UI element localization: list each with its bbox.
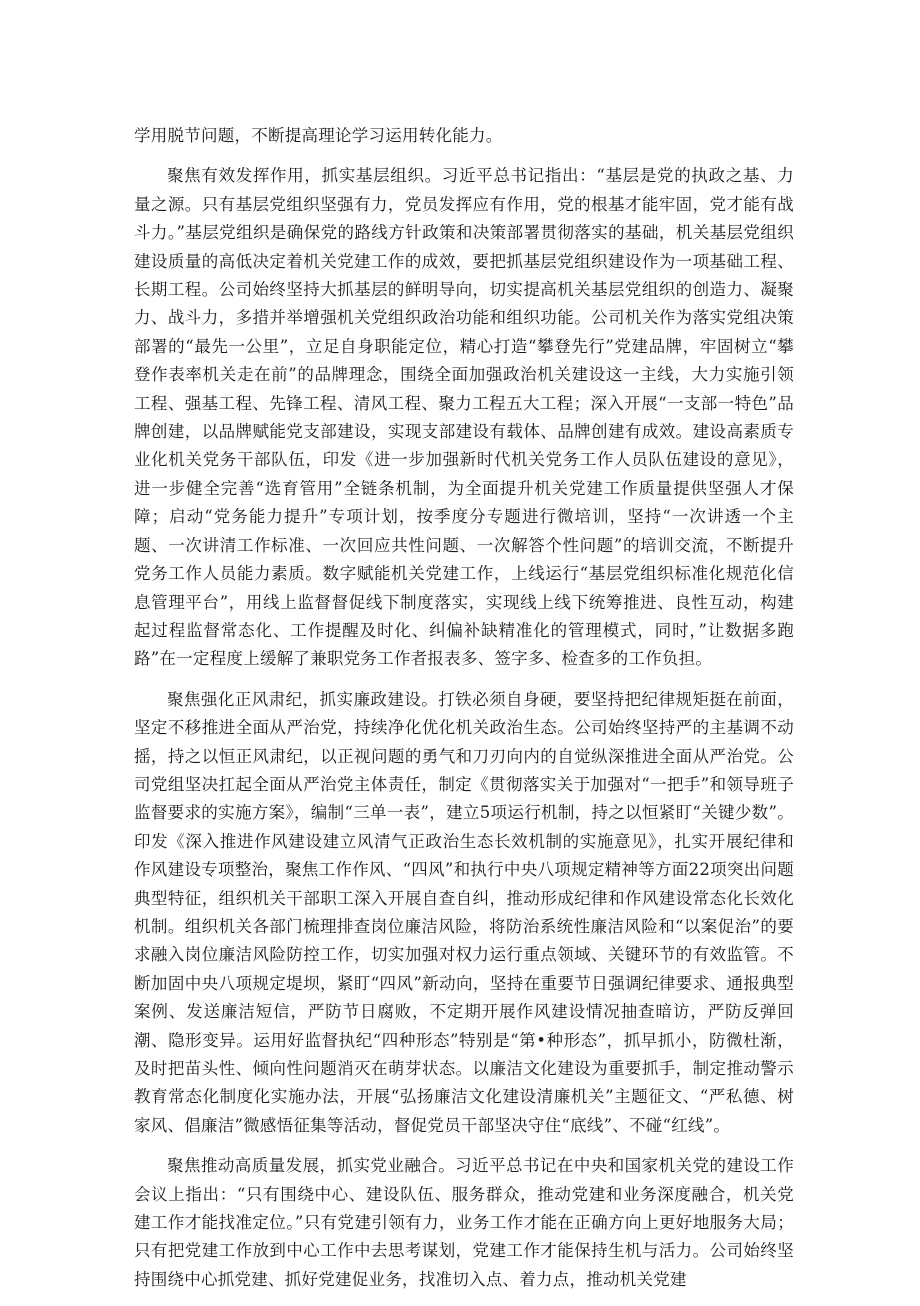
paragraph-party-business-integration: 聚焦推动高质量发展，抓实党业融合。习近平总书记在中央和国家机关党的建设工作会议上指出：“只有围绕中心、建设队伍、服务群众，推动党建和业务深度融合，机关党建工作才能找准定位。”只有党建引领有力，业务工作才能在正确方向上更好地服务大局；只有把党建工作放到中心工作中去思考谋划，党建工作才能保持生机与活力。公司始终坚持围绕中心抓党建、抓好党建促业务，找准切入点、着力点，推动机关党建	[134, 1156, 794, 1289]
paragraph-clean-governance: 聚焦强化正风肃纪，抓实廉政建设。打铁必须自身硬，要坚持把纪律规矩挺在前面，坚定不移推进全面从严治党，持续净化优化机关政治生态。公司始终坚持严的主基调不动摇，持之以恒正风肃纪，以正视问题的勇气和刀刃向内的自觉纵深推进全面从严治党。公司党组坚决扛起全面从严治党主体责任，制定《贯彻落实关于加强对“一把手”和领导班子监督要求的实施方案》，编制“三单一表”，建立5项运行机制，持之以恒紧盯“关键少数”。印发《深入推进作风建设建立风清气正政治生态长效机制的实施意见》，扎实开展纪律和作风建设专项整治，聚焦工作作风、“四风”和执行中央八项规定精神等方面22项突出问题典型特征，组织机关干部职工深入开展自查自纠，推动形成纪律和作风建设常态化长效化机制。组织机关各部门梳理排查岗位廉洁风险，将防治系统性廉洁风险和“以案促治”的要求融入岗位廉洁风险防控工作，切实加强对权力运行重点领域、关键环节的有效监管。不断加固中央八项规定堤坝，紧盯“四风”新动向，坚持在重要节日强调纪律要求、通报典型案例、发送廉洁短信，严防节日腐败，不定期开展作风建设情况抽查暗访，严防反弹回潮、隐形变异。运用好监督执纪“四种形态”特别是“第•种形态”，抓早抓小，防微杜渐，及时把苗头性、倾向性问题消灭在萌芽状态。以廉洁文化建设为重要抓手，制定推动警示教育常态化制度化实施办法，开展“弘扬廉洁文化建设清廉机关”主题征文、“严私德、树家风、倡廉洁”微感悟征集等活动，督促党员干部坚决守住“底线”、不碰“红线”。	[134, 689, 794, 1135]
paragraph-grassroots-organization: 聚焦有效发挥作用，抓实基层组织。习近平总书记指出：“基层是党的执政之基、力量之源。只有基层党组织坚强有力，党员发挥应有作用，党的根基才能牢固，党才能有战斗力。”基层党组织是确保党的路线方针政策和决策部署贯彻落实的基础，机关基层党组织建设质量的高低决定着机关党建工作的成效，要把抓基层党组织建设作为一项基础工程、长期工程。公司始终坚持大抓基层的鲜明导向，切实提高机关基层党组织的创造力、凝聚力、战斗力，多措并举增强机关党组织政治功能和组织功能。公司机关作为落实党组决策部署的“最先一公里”，立足自身职能定位，精心打造“攀登先行”党建品牌，牢固树立“攀登作表率机关走在前”的品牌理念，围绕全面加强政治机关建设这一主线，大力实施引领工程、强基工程、先锋工程、清风工程、聚力工程五大工程；深入开展“一支部一特色”品牌创建，以品牌赋能党支部建设，实现支部建设有载体、品牌创建有成效。建设高素质专业化机关党务干部队伍，印发《进一步加强新时代机关党务工作人员队伍建设的意见》，进一步健全完善“选育管用”全链条机制，为全面提升机关党建工作质量提供坚强人才保障；启动“党务能力提升”专项计划，按季度分专题进行微培训，坚持“一次讲透一个主题、一次讲清工作标准、一次回应共性问题、一次解答个性问题”的培训交流，不断提升党务工作人员能力素质。数字赋能机关党建工作，上线运行“基层党组织标准化规范化信息管理平台”，用线上监督督促线下制度落实，实现线上线下统筹推进、良性互动，构建起过程监督常态化、工作提醒及时化、纠偏补缺精准化的管理模式，同时，”让数据多跑路”在一定程度上缓解了兼职党务工作者报表多、签字多、检查多的工作负担。	[134, 166, 794, 669]
document-body	[134, 122, 794, 1306]
paragraph-continuation: 学用脱节问题，不断提高理论学习运用转化能力。	[134, 126, 503, 145]
